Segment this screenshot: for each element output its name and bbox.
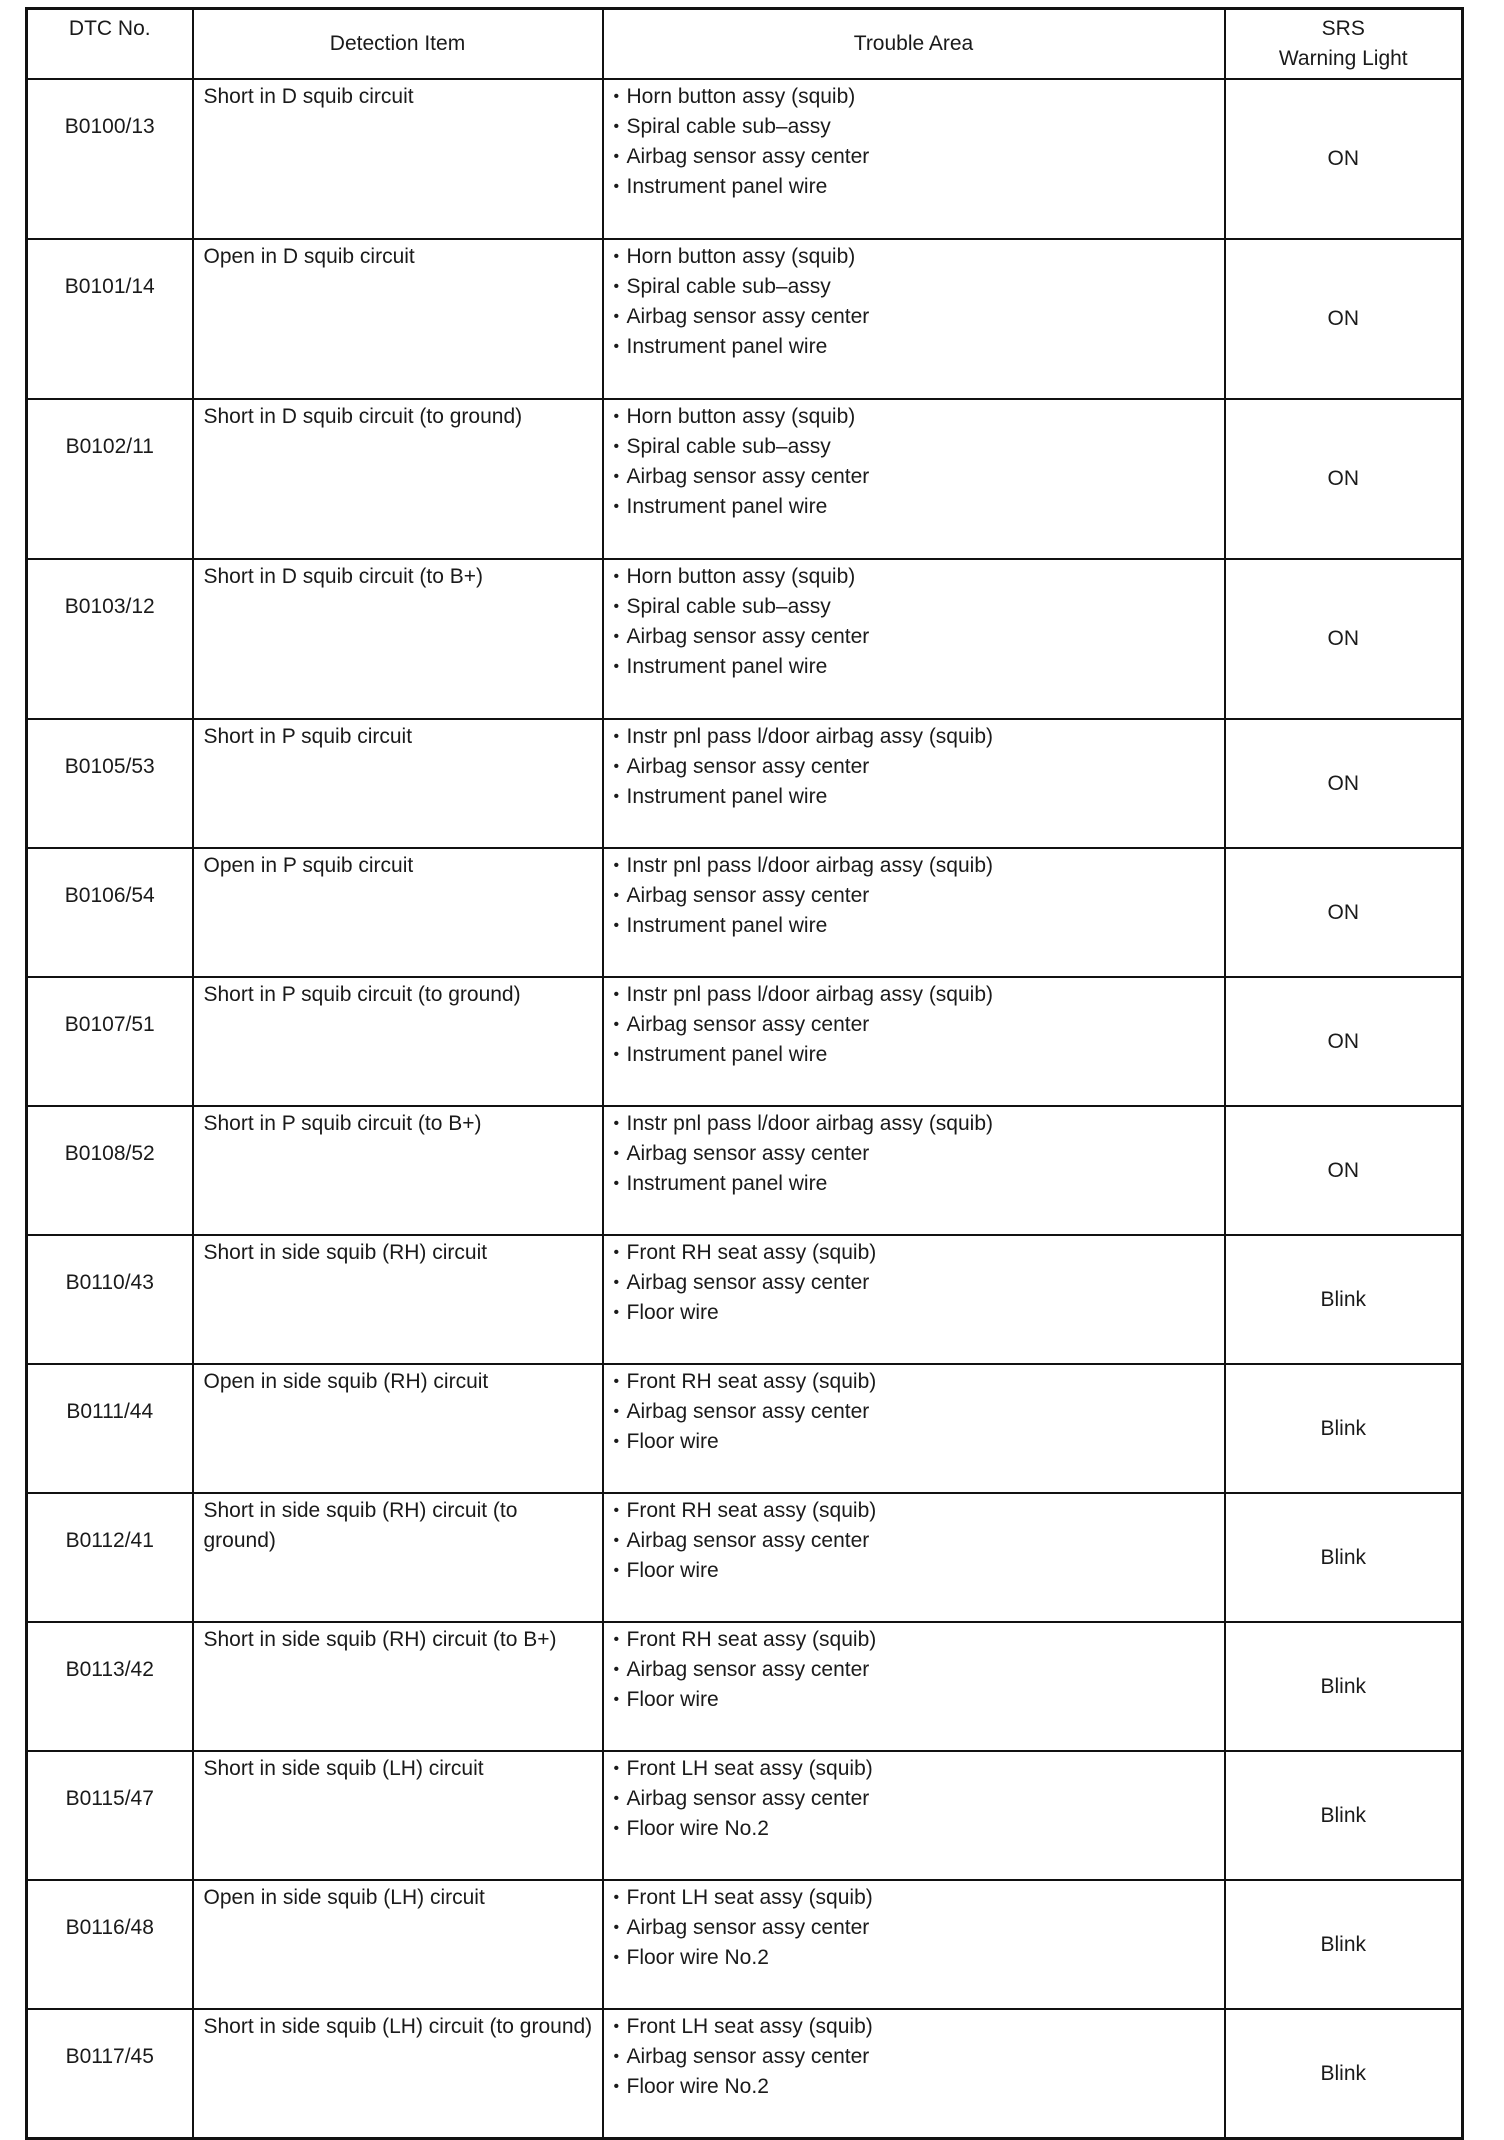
trouble-area-list bbox=[614, 1238, 1216, 1328]
dtc-table bbox=[25, 7, 1464, 2140]
trouble-area-item bbox=[614, 402, 1216, 432]
dtc-code: B0105/53 bbox=[27, 719, 193, 848]
bullet-icon: • bbox=[613, 1661, 620, 1678]
trouble-area-text: Airbag sensor assy center bbox=[626, 1400, 870, 1423]
trouble-area-list bbox=[614, 2012, 1216, 2102]
bullet-icon: • bbox=[613, 1115, 620, 1132]
detection-item: Short in P squib circuit bbox=[193, 719, 603, 848]
bullet-icon: • bbox=[613, 148, 620, 165]
bullet-icon: • bbox=[613, 1760, 620, 1777]
bullet-icon: • bbox=[613, 248, 620, 265]
trouble-area bbox=[603, 719, 1225, 848]
trouble-area-text: Airbag sensor assy center bbox=[626, 755, 870, 778]
srs-warning-light-status: Blink bbox=[1225, 1493, 1463, 1622]
dtc-code: B0107/51 bbox=[27, 977, 193, 1106]
trouble-area bbox=[603, 1622, 1225, 1751]
trouble-area-text: Airbag sensor assy center bbox=[626, 1658, 870, 1681]
trouble-area-text: Airbag sensor assy center bbox=[626, 884, 870, 907]
trouble-area-item bbox=[614, 1943, 1216, 1973]
trouble-area bbox=[603, 1235, 1225, 1364]
trouble-area bbox=[603, 1880, 1225, 2009]
trouble-area-text: Airbag sensor assy center bbox=[626, 1271, 870, 1294]
table-row bbox=[27, 1235, 1463, 1364]
trouble-area bbox=[603, 1493, 1225, 1622]
trouble-area bbox=[603, 1106, 1225, 1235]
dtc-code: B0108/52 bbox=[27, 1106, 193, 1235]
trouble-area-item bbox=[614, 980, 1216, 1010]
bullet-icon: • bbox=[613, 887, 620, 904]
bullet-icon: • bbox=[613, 1631, 620, 1648]
trouble-area-text: Floor wire bbox=[626, 1430, 719, 1453]
trouble-area-item bbox=[614, 1685, 1216, 1715]
bullet-icon: • bbox=[613, 1244, 620, 1261]
table-row bbox=[27, 1493, 1463, 1622]
trouble-area bbox=[603, 1751, 1225, 1880]
trouble-area-item bbox=[614, 851, 1216, 881]
header-srs-warning-light bbox=[1225, 9, 1463, 80]
trouble-area-text: Floor wire bbox=[626, 1301, 719, 1324]
trouble-area-item bbox=[614, 142, 1216, 172]
detection-item: Short in side squib (LH) circuit (to ground) bbox=[193, 2009, 603, 2139]
trouble-area-text: Floor wire bbox=[626, 1688, 719, 1711]
trouble-area-text: Horn button assy (squib) bbox=[626, 405, 856, 428]
trouble-area-text: Spiral cable sub–assy bbox=[626, 115, 831, 138]
table-row bbox=[27, 1751, 1463, 1880]
table-row bbox=[27, 1622, 1463, 1751]
bullet-icon: • bbox=[613, 598, 620, 615]
trouble-area-item bbox=[614, 752, 1216, 782]
trouble-area-text: Airbag sensor assy center bbox=[626, 1916, 870, 1939]
bullet-icon: • bbox=[613, 1274, 620, 1291]
trouble-area-text: Horn button assy (squib) bbox=[626, 245, 856, 268]
bullet-icon: • bbox=[613, 788, 620, 805]
table-row bbox=[27, 977, 1463, 1106]
trouble-area-text: Front RH seat assy (squib) bbox=[626, 1241, 877, 1264]
detection-item: Short in D squib circuit (to B+) bbox=[193, 559, 603, 719]
trouble-area-item bbox=[614, 652, 1216, 682]
bullet-icon: • bbox=[613, 1304, 620, 1321]
trouble-area-item bbox=[614, 1625, 1216, 1655]
detection-item: Open in D squib circuit bbox=[193, 239, 603, 399]
bullet-icon: • bbox=[613, 1433, 620, 1450]
trouble-area-list bbox=[614, 242, 1216, 362]
trouble-area-item bbox=[614, 302, 1216, 332]
trouble-area-item bbox=[614, 432, 1216, 462]
bullet-icon: • bbox=[613, 438, 620, 455]
bullet-icon: • bbox=[613, 1145, 620, 1162]
trouble-area-item bbox=[614, 1427, 1216, 1457]
bullet-icon: • bbox=[613, 468, 620, 485]
trouble-area-list bbox=[614, 1367, 1216, 1457]
trouble-area-text: Horn button assy (squib) bbox=[626, 565, 856, 588]
trouble-area-item bbox=[614, 2042, 1216, 2072]
trouble-area bbox=[603, 2009, 1225, 2139]
trouble-area-item bbox=[614, 332, 1216, 362]
trouble-area-text: Instrument panel wire bbox=[626, 1043, 828, 1066]
bullet-icon: • bbox=[613, 728, 620, 745]
table-row bbox=[27, 399, 1463, 559]
header-trouble-area: Trouble Area bbox=[603, 9, 1225, 80]
srs-warning-light-status: ON bbox=[1225, 79, 1463, 239]
trouble-area-item bbox=[614, 592, 1216, 622]
trouble-area-item bbox=[614, 911, 1216, 941]
srs-warning-light-status: Blink bbox=[1225, 1622, 1463, 1751]
trouble-area-item bbox=[614, 1238, 1216, 1268]
trouble-area-item bbox=[614, 1397, 1216, 1427]
trouble-area-text: Instrument panel wire bbox=[626, 495, 828, 518]
detection-item: Open in side squib (LH) circuit bbox=[193, 1880, 603, 2009]
table-row bbox=[27, 1364, 1463, 1493]
trouble-area-text: Instrument panel wire bbox=[626, 785, 828, 808]
trouble-area bbox=[603, 239, 1225, 399]
trouble-area-list bbox=[614, 722, 1216, 812]
detection-item: Short in P squib circuit (to ground) bbox=[193, 977, 603, 1106]
bullet-icon: • bbox=[613, 1889, 620, 1906]
srs-warning-light-status: Blink bbox=[1225, 1235, 1463, 1364]
bullet-icon: • bbox=[613, 88, 620, 105]
trouble-area-text: Floor wire No.2 bbox=[626, 1817, 769, 1840]
trouble-area-item bbox=[614, 1655, 1216, 1685]
bullet-icon: • bbox=[613, 408, 620, 425]
trouble-area-list bbox=[614, 1754, 1216, 1844]
table-row bbox=[27, 2009, 1463, 2139]
trouble-area-item bbox=[614, 1754, 1216, 1784]
trouble-area-text: Airbag sensor assy center bbox=[626, 1529, 870, 1552]
trouble-area-text: Instrument panel wire bbox=[626, 1172, 828, 1195]
bullet-icon: • bbox=[613, 628, 620, 645]
trouble-area-item bbox=[614, 1784, 1216, 1814]
trouble-area-text: Airbag sensor assy center bbox=[626, 2045, 870, 2068]
bullet-icon: • bbox=[613, 178, 620, 195]
trouble-area bbox=[603, 559, 1225, 719]
trouble-area-text: Spiral cable sub–assy bbox=[626, 275, 831, 298]
bullet-icon: • bbox=[613, 1046, 620, 1063]
trouble-area bbox=[603, 977, 1225, 1106]
trouble-area-item bbox=[614, 272, 1216, 302]
trouble-area-item bbox=[614, 1496, 1216, 1526]
trouble-area bbox=[603, 399, 1225, 559]
trouble-area-item bbox=[614, 1526, 1216, 1556]
table-row bbox=[27, 1880, 1463, 2009]
bullet-icon: • bbox=[613, 658, 620, 675]
bullet-icon: • bbox=[613, 1691, 620, 1708]
trouble-area-item bbox=[614, 1367, 1216, 1397]
trouble-area-item bbox=[614, 1040, 1216, 1070]
table-row bbox=[27, 848, 1463, 977]
dtc-code: B0116/48 bbox=[27, 1880, 193, 2009]
trouble-area bbox=[603, 1364, 1225, 1493]
detection-item: Short in P squib circuit (to B+) bbox=[193, 1106, 603, 1235]
bullet-icon: • bbox=[613, 2048, 620, 2065]
bullet-icon: • bbox=[613, 2018, 620, 2035]
dtc-code: B0112/41 bbox=[27, 1493, 193, 1622]
detection-item: Open in P squib circuit bbox=[193, 848, 603, 977]
bullet-icon: • bbox=[613, 1790, 620, 1807]
trouble-area bbox=[603, 79, 1225, 239]
trouble-area-text: Instr pnl pass l/door airbag assy (squib) bbox=[626, 1112, 994, 1135]
trouble-area-item bbox=[614, 1298, 1216, 1328]
bullet-icon: • bbox=[613, 986, 620, 1003]
bullet-icon: • bbox=[613, 1502, 620, 1519]
table-row bbox=[27, 559, 1463, 719]
trouble-area-text: Instr pnl pass l/door airbag assy (squib) bbox=[626, 725, 994, 748]
bullet-icon: • bbox=[613, 118, 620, 135]
trouble-area-text: Front RH seat assy (squib) bbox=[626, 1499, 877, 1522]
bullet-icon: • bbox=[613, 1562, 620, 1579]
header-dtc-no: DTC No. bbox=[27, 9, 193, 80]
srs-warning-light-status: Blink bbox=[1225, 1880, 1463, 2009]
trouble-area-text: Front RH seat assy (squib) bbox=[626, 1628, 877, 1651]
bullet-icon: • bbox=[613, 1532, 620, 1549]
trouble-area-text: Floor wire bbox=[626, 1559, 719, 1582]
trouble-area-list bbox=[614, 82, 1216, 202]
srs-warning-light-status: ON bbox=[1225, 399, 1463, 559]
header-srs-line1: SRS bbox=[1321, 17, 1365, 40]
trouble-area-item bbox=[614, 1814, 1216, 1844]
trouble-area-item bbox=[614, 492, 1216, 522]
dtc-code: B0113/42 bbox=[27, 1622, 193, 1751]
trouble-area-item bbox=[614, 1139, 1216, 1169]
bullet-icon: • bbox=[613, 1175, 620, 1192]
trouble-area-item bbox=[614, 1109, 1216, 1139]
trouble-area-item bbox=[614, 1010, 1216, 1040]
srs-warning-light-status: Blink bbox=[1225, 1751, 1463, 1880]
dtc-code: B0101/14 bbox=[27, 239, 193, 399]
dtc-code: B0100/13 bbox=[27, 79, 193, 239]
trouble-area-list bbox=[614, 562, 1216, 682]
detection-item: Short in side squib (RH) circuit bbox=[193, 1235, 603, 1364]
trouble-area-item bbox=[614, 82, 1216, 112]
header-srs-line2: Warning Light bbox=[1278, 47, 1408, 70]
trouble-area-item bbox=[614, 622, 1216, 652]
trouble-area-list bbox=[614, 980, 1216, 1070]
trouble-area-item bbox=[614, 2012, 1216, 2042]
trouble-area-text: Instr pnl pass l/door airbag assy (squib) bbox=[626, 854, 994, 877]
dtc-code: B0106/54 bbox=[27, 848, 193, 977]
trouble-area-text: Floor wire No.2 bbox=[626, 1946, 769, 1969]
detection-item: Short in side squib (LH) circuit bbox=[193, 1751, 603, 1880]
trouble-area-text: Instr pnl pass l/door airbag assy (squib) bbox=[626, 983, 994, 1006]
trouble-area-item bbox=[614, 2072, 1216, 2102]
trouble-area-item bbox=[614, 881, 1216, 911]
dtc-code: B0103/12 bbox=[27, 559, 193, 719]
trouble-area-text: Instrument panel wire bbox=[626, 175, 828, 198]
dtc-code: B0110/43 bbox=[27, 1235, 193, 1364]
trouble-area-item bbox=[614, 462, 1216, 492]
trouble-area-item bbox=[614, 172, 1216, 202]
trouble-area-list bbox=[614, 1625, 1216, 1715]
detection-item: Short in side squib (RH) circuit (to ground) bbox=[193, 1493, 603, 1622]
trouble-area-text: Instrument panel wire bbox=[626, 335, 828, 358]
srs-warning-light-status: ON bbox=[1225, 848, 1463, 977]
srs-warning-light-status: ON bbox=[1225, 1106, 1463, 1235]
trouble-area-text: Airbag sensor assy center bbox=[626, 305, 870, 328]
trouble-area-list bbox=[614, 1109, 1216, 1199]
srs-warning-light-status: ON bbox=[1225, 239, 1463, 399]
bullet-icon: • bbox=[613, 278, 620, 295]
dtc-code: B0117/45 bbox=[27, 2009, 193, 2139]
detection-item: Open in side squib (RH) circuit bbox=[193, 1364, 603, 1493]
bullet-icon: • bbox=[613, 857, 620, 874]
trouble-area-text: Airbag sensor assy center bbox=[626, 625, 870, 648]
bullet-icon: • bbox=[613, 568, 620, 585]
srs-warning-light-status: Blink bbox=[1225, 2009, 1463, 2139]
table-body bbox=[27, 79, 1463, 2139]
trouble-area-text: Airbag sensor assy center bbox=[626, 1013, 870, 1036]
trouble-area-text: Instrument panel wire bbox=[626, 655, 828, 678]
detection-item: Short in side squib (RH) circuit (to B+) bbox=[193, 1622, 603, 1751]
trouble-area-text: Front LH seat assy (squib) bbox=[626, 2015, 873, 2038]
table-row bbox=[27, 239, 1463, 399]
table-row bbox=[27, 79, 1463, 239]
trouble-area-item bbox=[614, 562, 1216, 592]
dtc-code: B0115/47 bbox=[27, 1751, 193, 1880]
bullet-icon: • bbox=[613, 1403, 620, 1420]
detection-item: Short in D squib circuit (to ground) bbox=[193, 399, 603, 559]
bullet-icon: • bbox=[613, 338, 620, 355]
bullet-icon: • bbox=[613, 1919, 620, 1936]
table-row bbox=[27, 1106, 1463, 1235]
trouble-area-text: Spiral cable sub–assy bbox=[626, 435, 831, 458]
trouble-area-text: Floor wire No.2 bbox=[626, 2075, 769, 2098]
srs-warning-light-status: ON bbox=[1225, 559, 1463, 719]
trouble-area-item bbox=[614, 112, 1216, 142]
trouble-area-item bbox=[614, 1913, 1216, 1943]
trouble-area-text: Front RH seat assy (squib) bbox=[626, 1370, 877, 1393]
trouble-area-item bbox=[614, 242, 1216, 272]
trouble-area-list bbox=[614, 1883, 1216, 1973]
srs-warning-light-status: ON bbox=[1225, 719, 1463, 848]
srs-warning-light-status: Blink bbox=[1225, 1364, 1463, 1493]
trouble-area-item bbox=[614, 1268, 1216, 1298]
trouble-area-item bbox=[614, 782, 1216, 812]
trouble-area-text: Airbag sensor assy center bbox=[626, 465, 870, 488]
dtc-code: B0102/11 bbox=[27, 399, 193, 559]
trouble-area-item bbox=[614, 1169, 1216, 1199]
trouble-area-text: Horn button assy (squib) bbox=[626, 85, 856, 108]
trouble-area-item bbox=[614, 1556, 1216, 1586]
trouble-area-text: Instrument panel wire bbox=[626, 914, 828, 937]
bullet-icon: • bbox=[613, 917, 620, 934]
trouble-area-text: Front LH seat assy (squib) bbox=[626, 1886, 873, 1909]
dtc-code: B0111/44 bbox=[27, 1364, 193, 1493]
bullet-icon: • bbox=[613, 498, 620, 515]
header-detection-item: Detection Item bbox=[193, 9, 603, 80]
detection-item: Short in D squib circuit bbox=[193, 79, 603, 239]
table-header-row bbox=[27, 9, 1463, 80]
bullet-icon: • bbox=[613, 1949, 620, 1966]
bullet-icon: • bbox=[613, 308, 620, 325]
trouble-area-text: Airbag sensor assy center bbox=[626, 1142, 870, 1165]
trouble-area-item bbox=[614, 722, 1216, 752]
trouble-area-text: Front LH seat assy (squib) bbox=[626, 1757, 873, 1780]
bullet-icon: • bbox=[613, 1820, 620, 1837]
bullet-icon: • bbox=[613, 2078, 620, 2095]
trouble-area-text: Airbag sensor assy center bbox=[626, 145, 870, 168]
bullet-icon: • bbox=[613, 1373, 620, 1390]
trouble-area-text: Airbag sensor assy center bbox=[626, 1787, 870, 1810]
bullet-icon: • bbox=[613, 758, 620, 775]
srs-warning-light-status: ON bbox=[1225, 977, 1463, 1106]
trouble-area-list bbox=[614, 851, 1216, 941]
table-row bbox=[27, 719, 1463, 848]
trouble-area bbox=[603, 848, 1225, 977]
trouble-area-list bbox=[614, 1496, 1216, 1586]
trouble-area-list bbox=[614, 402, 1216, 522]
trouble-area-text: Spiral cable sub–assy bbox=[626, 595, 831, 618]
trouble-area-item bbox=[614, 1883, 1216, 1913]
bullet-icon: • bbox=[613, 1016, 620, 1033]
